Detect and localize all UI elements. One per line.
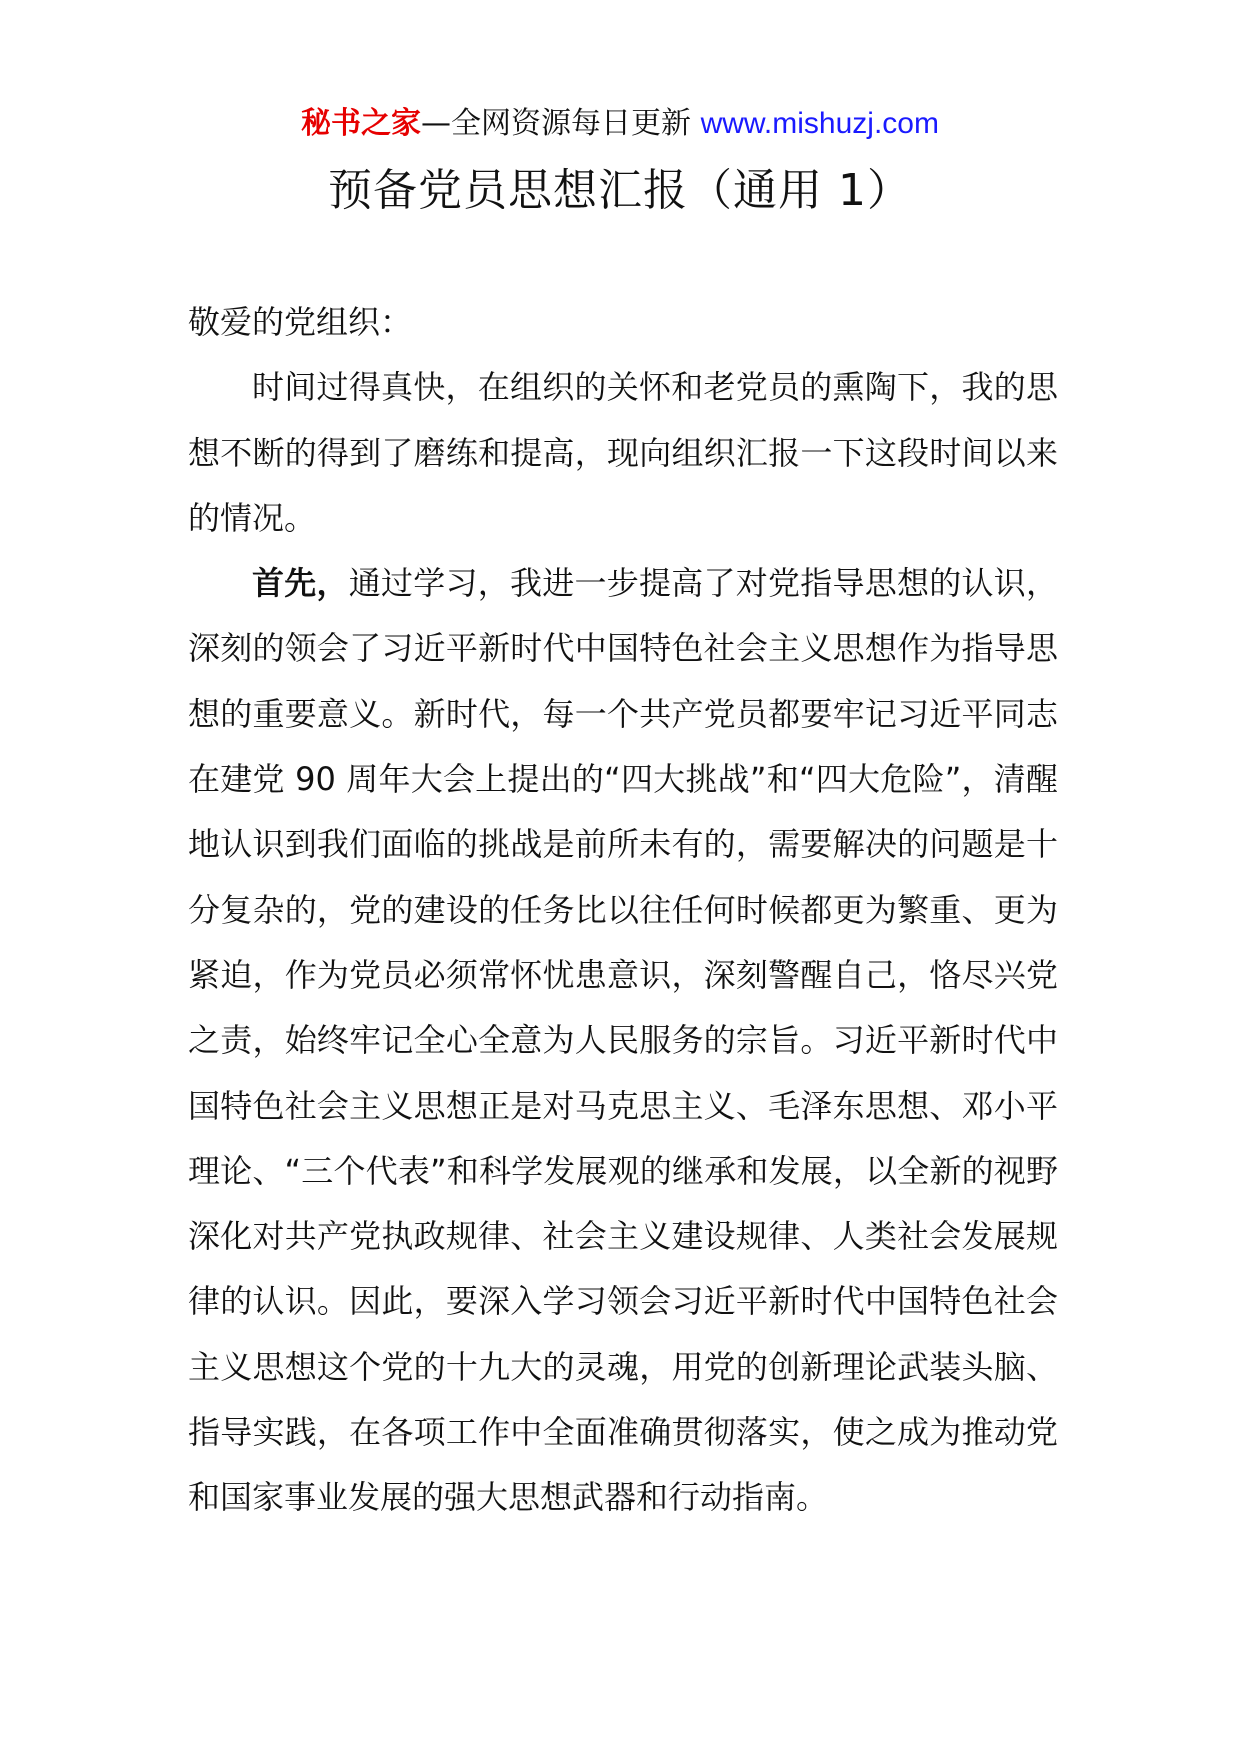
paragraph-2 — [188, 551, 1058, 1530]
document-body — [188, 290, 1058, 1531]
site-url-link[interactable]: www.mishuzj.com — [700, 107, 939, 140]
site-brand: 秘书之家 — [301, 106, 422, 141]
site-tagline: —全网资源每日更新 — [421, 106, 701, 141]
document-title: 预备党员思想汇报（通用 1） — [328, 165, 912, 216]
paragraph-2-lead: 首先， — [252, 564, 349, 603]
paragraph-1 — [188, 355, 1058, 551]
site-header — [0, 102, 1240, 146]
paragraph-2-text: 通过学习，我进一步提高了对党指导思想的认识，深刻的领会了习近平新时代中国特色社会主义思想作为指导思想的重要意义。新时代，每一个共产党员都要牢记习近平同志在建党 90 周年大会上提出的“四大挑战”和“四大危险”，清醒地认识到我们面临的挑战是前所未有的，需要解决的问题是十分复杂的，党的建设的任务比以往任何时候都更为繁重、更为紧迫，作为党员必须常怀忧患意识，深刻警醒自己，恪尽兴党之责，始终牢记全心全意为人民服务的宗旨。习近平新时代中国特色社会主义思想正是对马克思主义、毛泽东思想、邓小平理论、“三个代表”和科学发展观的继承和发展，以全新的视野深化对共产党执政规律、社会主义建设规律、人类社会发展规律的认识。因此，要深入学习领会习近平新时代中国特色社会主义思想这个党的十九大的灵魂，用党的创新理论武装头脑、指导实践，在各项工作中全面准确贯彻落实，使之成为推动党和国家事业发展的强大思想武器和行动指南。 — [188, 564, 1058, 1517]
salutation: 敬爱的党组织： — [188, 303, 413, 341]
paragraph-1-text: 时间过得真快，在组织的关怀和老党员的熏陶下，我的思想不断的得到了磨练和提高，现向组织汇报一下这段时间以来的情况。 — [188, 368, 1058, 537]
